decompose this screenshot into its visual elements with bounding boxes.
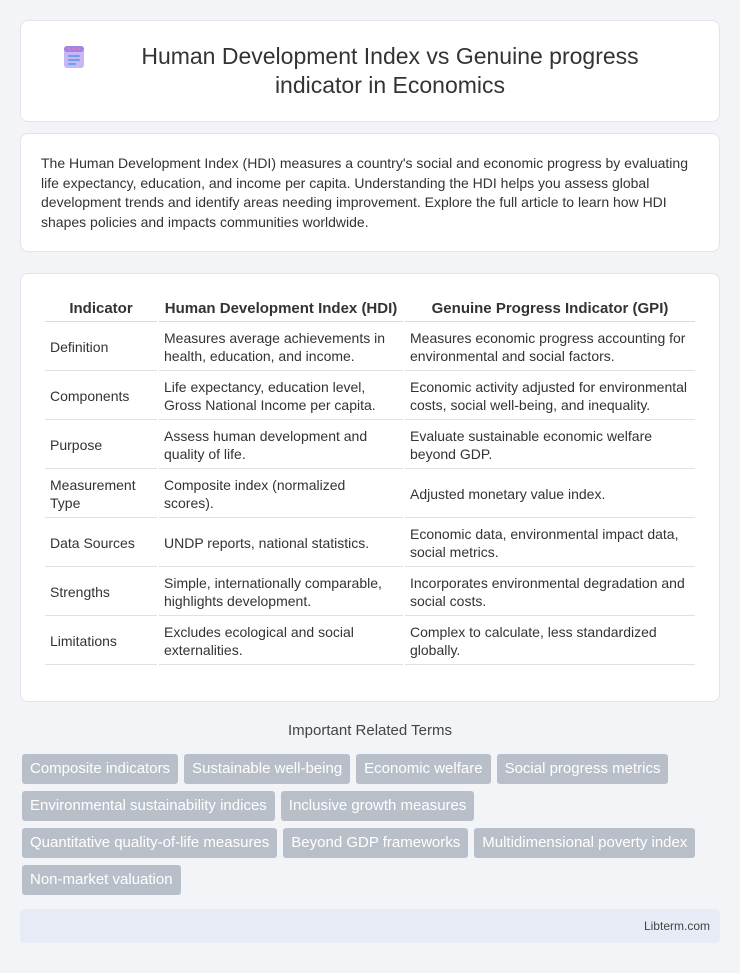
- row-gpi: Complex to calculate, less standardized globally.: [405, 618, 695, 665]
- row-indicator: Limitations: [45, 618, 157, 665]
- related-term-tag[interactable]: Sustainable well-being: [184, 754, 350, 784]
- row-gpi: Economic activity adjusted for environmental costs, social well-being, and inequality.: [405, 373, 695, 420]
- related-term-tag[interactable]: Beyond GDP frameworks: [283, 828, 468, 858]
- table-row: [45, 520, 695, 567]
- page-title: Human Development Index vs Genuine progress indicator in Economics: [141, 43, 639, 98]
- table-row: [45, 373, 695, 420]
- comparison-table: [43, 294, 697, 667]
- related-term-tag[interactable]: Inclusive growth measures: [281, 791, 475, 821]
- related-terms-list: [22, 754, 722, 895]
- header-gpi: Genuine Progress Indicator (GPI): [405, 296, 695, 322]
- row-hdi: Excludes ecological and social externalities.: [159, 618, 403, 665]
- table-row: [45, 324, 695, 371]
- row-indicator: Purpose: [45, 422, 157, 469]
- row-gpi: Measures economic progress accounting for environmental and social factors.: [405, 324, 695, 371]
- related-term-tag[interactable]: Non-market valuation: [22, 865, 181, 895]
- row-hdi: Assess human development and quality of life.: [159, 422, 403, 469]
- related-term-tag[interactable]: Economic welfare: [356, 754, 490, 784]
- row-gpi: Incorporates environmental degradation and social costs.: [405, 569, 695, 616]
- related-term-tag[interactable]: Composite indicators: [22, 754, 178, 784]
- footer: [20, 909, 720, 943]
- document-icon: [61, 44, 87, 70]
- row-gpi: Adjusted monetary value index.: [405, 471, 695, 518]
- title-card: [20, 20, 720, 122]
- table-row: [45, 422, 695, 469]
- row-hdi: Composite index (normalized scores).: [159, 471, 403, 518]
- title-wrap: [61, 42, 679, 100]
- row-hdi: Simple, internationally comparable, highlights development.: [159, 569, 403, 616]
- row-indicator: Measurement Type: [45, 471, 157, 518]
- footer-brand-link[interactable]: Libterm.com: [643, 919, 710, 933]
- related-term-tag[interactable]: Quantitative quality-of-life measures: [22, 828, 277, 858]
- table-header-row: [45, 296, 695, 322]
- row-gpi: Economic data, environmental impact data, social metrics.: [405, 520, 695, 567]
- header-indicator: Indicator: [45, 296, 157, 322]
- related-term-tag[interactable]: Social progress metrics: [497, 754, 669, 784]
- intro-text: The Human Development Index (HDI) measures a country's social and economic progress by evaluating life expectancy, education, and income per capita. Understanding the HDI helps you assess global development trends and identify areas needing improvement. Explore the full article to learn how HDI shapes policies and impacts communities worldwide.: [41, 155, 688, 230]
- intro-card: [20, 133, 720, 252]
- row-hdi: Measures average achievements in health, education, and income.: [159, 324, 403, 371]
- row-hdi: Life expectancy, education level, Gross National Income per capita.: [159, 373, 403, 420]
- row-indicator: Strengths: [45, 569, 157, 616]
- row-hdi: UNDP reports, national statistics.: [159, 520, 403, 567]
- table-row: [45, 618, 695, 665]
- related-term-tag[interactable]: Environmental sustainability indices: [22, 791, 275, 821]
- row-indicator: Definition: [45, 324, 157, 371]
- related-term-tag[interactable]: Multidimensional poverty index: [474, 828, 695, 858]
- table-row: [45, 569, 695, 616]
- header-hdi: Human Development Index (HDI): [159, 296, 403, 322]
- row-indicator: Components: [45, 373, 157, 420]
- comparison-table-card: [20, 273, 720, 702]
- row-indicator: Data Sources: [45, 520, 157, 567]
- related-terms-heading: Important Related Terms: [288, 722, 452, 739]
- row-gpi: Evaluate sustainable economic welfare beyond GDP.: [405, 422, 695, 469]
- table-row: [45, 471, 695, 518]
